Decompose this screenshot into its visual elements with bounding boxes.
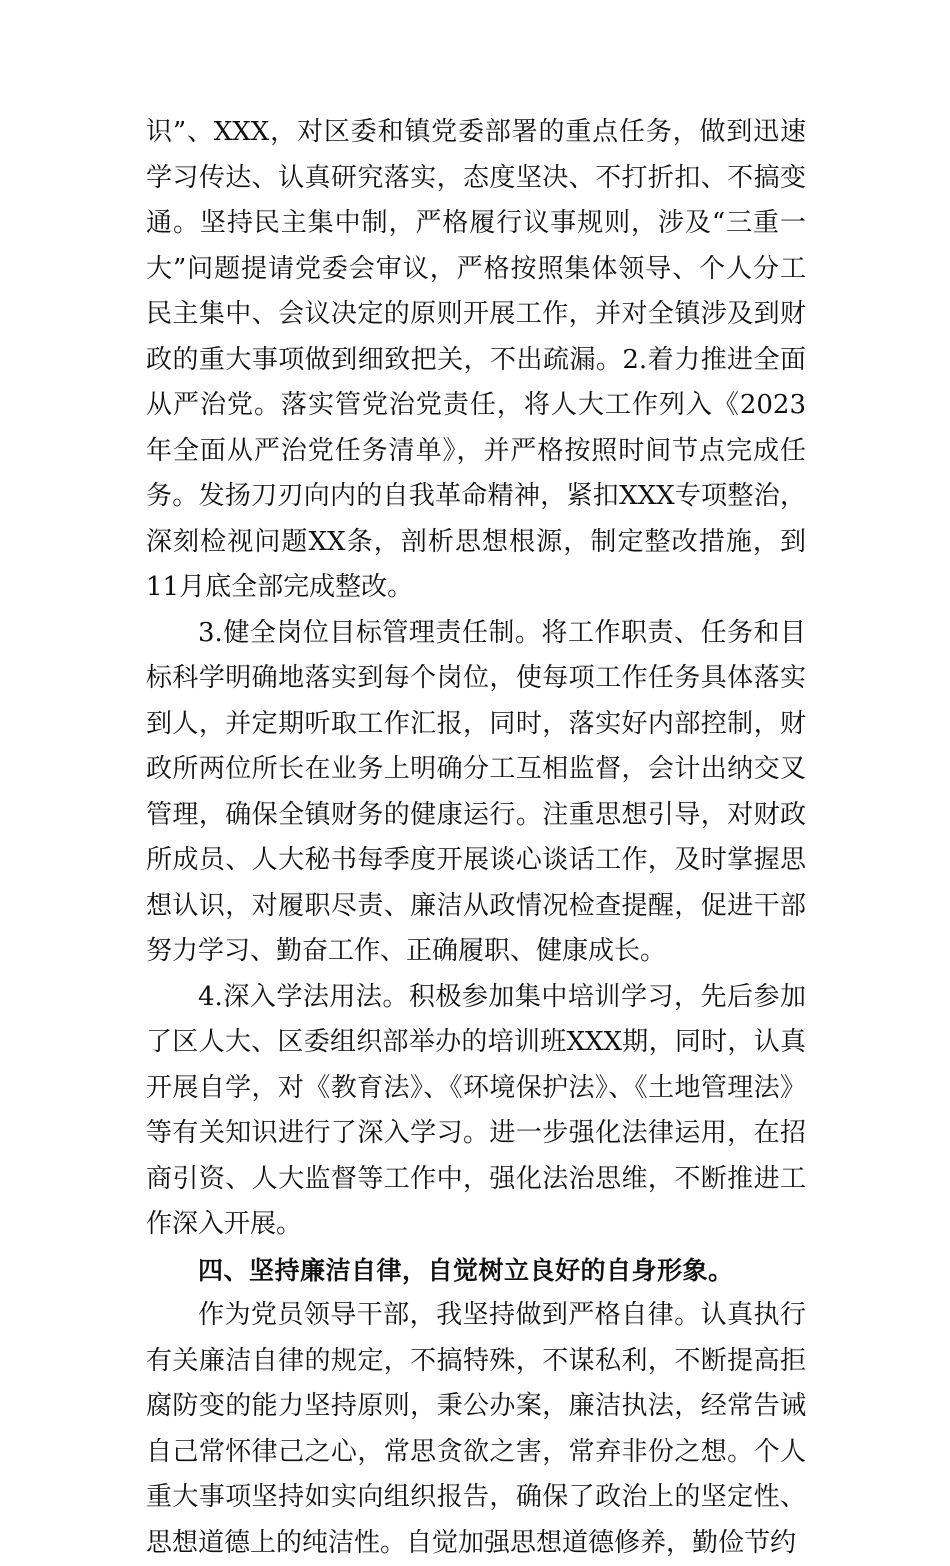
section-heading: 四、坚持廉洁自律，自觉树立良好的自身形象。 [198,1255,734,1285]
paragraph-section-4: 作为党员领导干部，我坚持做到严格自律。认真执行有关廉洁自律的规定，不搞特殊，不谋私利，不断提高拒腐防变的能力坚持原则，秉公办案，廉洁执法，经常告诫自己常怀律己之心，常思贪欲之害，常弃非份之想。个人重大事项坚持如实向组织报告，确保了政治上的坚定性、思想道德上的纯洁性。自觉加强思想道德修养，勤俭节约 [146,1300,806,1558]
paragraph-item-3: 3.健全岗位目标管理责任制。将工作职责、任务和目标科学明确地落实到每个岗位，使每项工作任务具体落实到人，并定期听取工作汇报，同时，落实好内部控制，财政所两位所长在业务上明确分工互相监督，会计出纳交叉管理，确保全镇财务的健康运行。注重思想引导，对财政所成员、人大秘书每季度开展谈心谈话工作，及时掌握思想认识，对履职尽责、廉洁从政情况检查提醒，促进干部努力学习、勤奋工作、正确履职、健康成长。 [146,617,806,966]
paragraph-item-4: 4.深入学法用法。积极参加集中培训学习，先后参加了区人大、区委组织部举办的培训班XXX期，同时，认真开展自学，对《教育法》、《环境保护法》、《土地管理法》等有关知识进行了深入学习。进一步强化法律运用，在招商引资、人大监督等工作中，强化法治思维，不断推进工作深入开展。 [146,981,806,1239]
paragraph-continued: 识”、XXX，对区委和镇党委部署的重点任务，做到迅速学习传达、认真研究落实，态度坚决、不打折扣、不搞变通。坚持民主集中制，严格履行议事规则，涉及“三重一大”问题提请党委会审议，严格按照集体领导、个人分工民主集中、会议决定的原则开展工作，并对全镇涉及到财政的重大事项做到细致把关，不出疏漏。2.着力推进全面从严治党。落实管党治党责任，将人大工作列入《2023年全面从严治党任务清单》，并严格按照时间节点完成任务。发扬刀刃向内的自我革命精神，紧扣XXX专项整治，深刻检视问题XX条，剖析思想根源，制定整改措施，到11月底全部完成整改。 [146,117,806,602]
document-body [146,110,806,1566]
